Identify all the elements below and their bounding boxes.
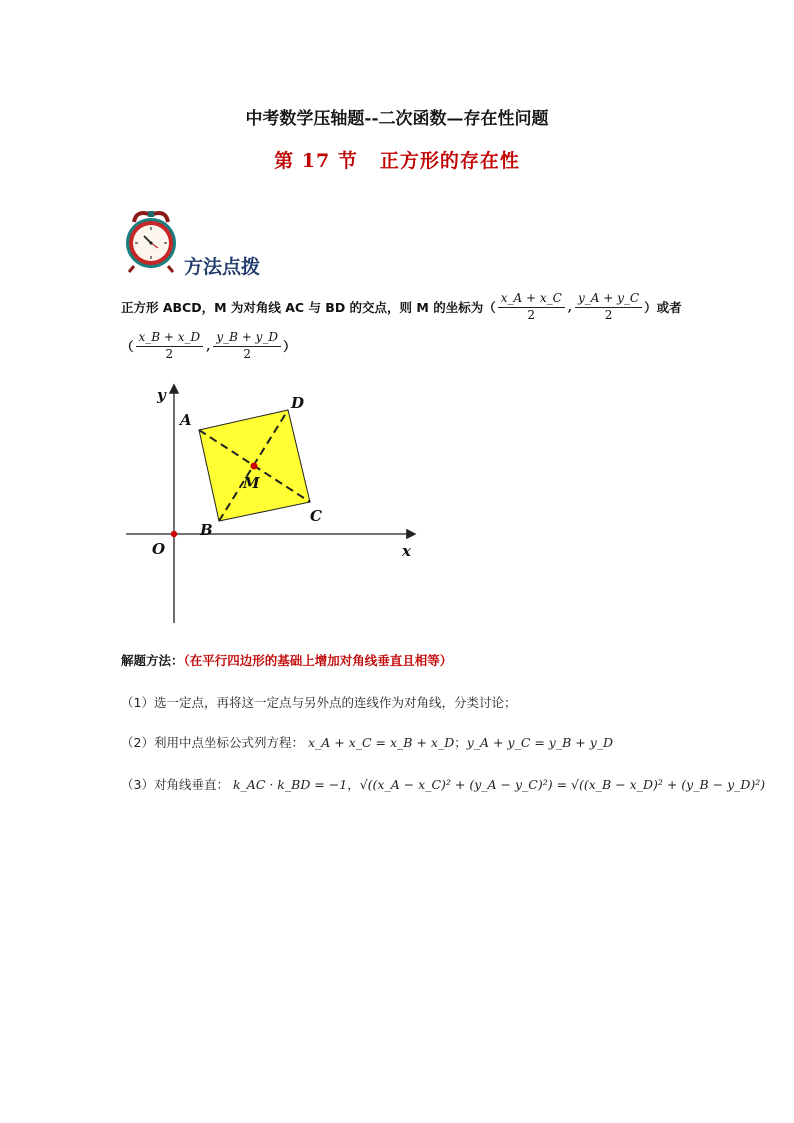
step-3-separator: ， bbox=[347, 777, 360, 792]
fraction-y-ac bbox=[575, 291, 642, 323]
separator: , bbox=[567, 300, 572, 314]
vertex-label-c: C bbox=[310, 507, 322, 525]
fraction-denominator: 2 bbox=[604, 308, 613, 322]
alarm-clock-icon bbox=[122, 208, 180, 274]
fraction-x-bd bbox=[136, 330, 204, 362]
square-diagram bbox=[122, 378, 422, 628]
open-paren: （ bbox=[121, 339, 134, 354]
section-number: 第 17 节 bbox=[274, 150, 358, 172]
method-heading: 方法点拨 bbox=[184, 256, 261, 278]
fraction-y-bd bbox=[213, 330, 281, 362]
fraction-denominator: 2 bbox=[243, 347, 252, 361]
step-3-length-equation: √((x_A − x_C)² + (y_A − y_C)²) = √((x_B − x_D)² + (y_B − y_D)²) bbox=[359, 776, 766, 792]
section-title bbox=[0, 146, 794, 173]
step-2-prefix: （2）利用中点坐标公式列方程： bbox=[121, 735, 304, 750]
main-title: 中考数学压轴题--二次函数—存在性问题 bbox=[245, 109, 549, 129]
fraction-numerator: x_A + x_C bbox=[498, 291, 565, 308]
fraction-denominator: 2 bbox=[165, 347, 174, 361]
step-2 bbox=[121, 733, 613, 751]
step-2-equation-y: y_A + y_C = y_B + y_D bbox=[466, 734, 614, 750]
fraction-numerator: x_B + x_D bbox=[136, 330, 204, 347]
vertex-label-b: B bbox=[200, 521, 213, 539]
x-axis-label: x bbox=[402, 542, 411, 560]
fraction-numerator: y_A + y_C bbox=[575, 291, 642, 308]
point-m bbox=[251, 463, 258, 470]
solution-heading bbox=[121, 651, 452, 669]
origin-label: O bbox=[152, 540, 166, 558]
close-paren: ） bbox=[283, 339, 296, 354]
intro-suffix: ）或者 bbox=[644, 300, 682, 315]
intro-line-1 bbox=[121, 291, 682, 323]
step-3-prefix: （3）对角线垂直： bbox=[121, 777, 229, 792]
intro-prefix: 正方形 ABCD，M 为对角线 AC 与 BD 的交点，则 M 的坐标为（ bbox=[121, 300, 496, 315]
step-3 bbox=[121, 775, 765, 793]
section-name: 正方形的存在性 bbox=[379, 150, 520, 172]
step-1: （1）选一定点，再将这一定点与另外点的连线作为对角线，分类讨论； bbox=[121, 695, 517, 710]
separator: , bbox=[206, 339, 211, 353]
point-origin bbox=[171, 531, 177, 537]
step-2-separator: ； bbox=[454, 735, 467, 750]
solution-note: （在平行四边形的基础上增加对角线垂直且相等） bbox=[183, 653, 453, 668]
solution-label: 解题方法： bbox=[121, 653, 184, 668]
center-label-m: M bbox=[243, 474, 260, 492]
fraction-denominator: 2 bbox=[527, 308, 536, 322]
fraction-x-ac bbox=[498, 291, 565, 323]
step-2-equation-x: x_A + x_C = x_B + x_D bbox=[307, 734, 455, 750]
intro-line-2 bbox=[121, 330, 296, 362]
step-3-slope-equation: k_AC · k_BD = −1 bbox=[232, 776, 348, 792]
fraction-numerator: y_B + y_D bbox=[213, 330, 281, 347]
y-axis-label: y bbox=[157, 386, 166, 404]
vertex-label-d: D bbox=[291, 394, 305, 412]
vertex-label-a: A bbox=[180, 411, 192, 429]
